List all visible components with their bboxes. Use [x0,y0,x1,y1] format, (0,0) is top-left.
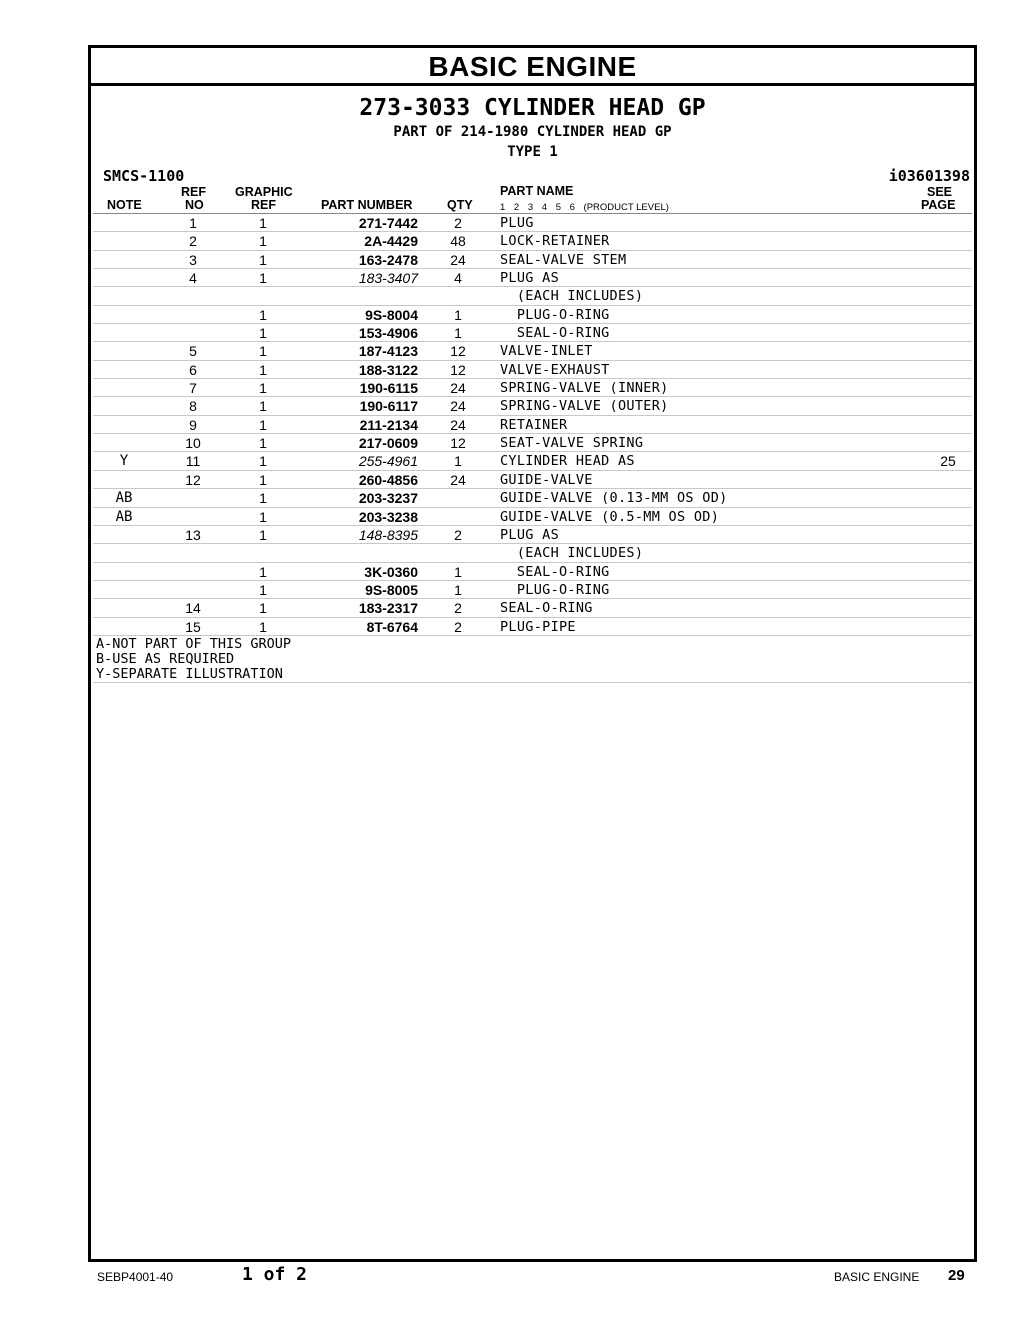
part-name-cell: PLUG-O-RING [500,581,610,598]
product-level-numbers: 1 2 3 4 5 6 [500,202,575,213]
header-see-top: SEE [927,185,953,199]
part-number-cell: 148-8395 [358,526,418,543]
graphic-ref-cell: 1 [259,251,267,268]
part-number-cell: 211-2134 [359,416,418,433]
graphic-ref-cell: 1 [259,600,267,617]
graphic-ref-cell: 1 [259,398,267,415]
table-row [93,361,972,379]
header-note: NOTE [107,198,142,212]
graphic-ref-cell: 1 [259,618,267,635]
table-row [93,452,972,470]
ref-no-cell: 8 [189,398,197,415]
part-name-cell: SEAL-O-RING [500,600,593,617]
table-row [93,563,972,581]
qty-cell: 2 [454,618,462,635]
ref-no-cell: 6 [189,361,197,378]
graphic-ref-cell: 1 [259,343,267,360]
part-name-cell: SEAL-O-RING [500,325,610,342]
parent-group-subtitle: PART OF 214-1980 CYLINDER HEAD GP [393,124,672,140]
qty-cell: 24 [450,471,466,488]
ref-no-cell: 14 [185,600,201,617]
part-name-cell: (EACH INCLUDES) [500,545,644,562]
table-row [93,508,972,526]
header-product-levels [500,202,669,213]
table-row [93,342,972,360]
part-number-cell: 8T-6764 [366,618,418,635]
qty-cell: 24 [450,380,466,397]
note-cell: AB [115,508,133,525]
graphic-ref-cell: 1 [259,563,267,580]
part-name-cell: PLUG AS [500,270,559,287]
graphic-ref-cell: 1 [259,380,267,397]
graphic-ref-cell: 1 [259,490,267,507]
graphic-ref-cell: 1 [259,435,267,452]
part-number-cell: 2A-4429 [364,233,418,250]
part-number-cell: 183-3407 [358,270,418,287]
part-name-cell: SEAT-VALVE SPRING [500,435,644,452]
ref-no-cell: 10 [185,435,201,452]
part-number-cell: 203-3237 [358,490,418,507]
header-part-number: PART NUMBER [321,198,413,212]
part-name-cell: (EACH INCLUDES) [500,288,644,305]
type-subtitle: TYPE 1 [507,144,558,160]
table-row [93,618,972,636]
part-name-cell: GUIDE-VALVE (0.5-MM OS OD) [500,508,720,525]
table-row [93,599,972,617]
ref-no-cell: 5 [189,343,197,360]
graphic-ref-cell: 1 [259,361,267,378]
part-name-cell: PLUG-O-RING [500,306,610,323]
table-header [93,185,972,214]
header-part-name: PART NAME [500,184,574,198]
qty-cell: 2 [454,600,462,617]
table-row [93,306,972,324]
header-qty: QTY [447,198,473,212]
table-row [93,379,972,397]
header-graphic-top: GRAPHIC [235,185,293,199]
qty-cell: 12 [450,343,466,360]
table-row [93,434,972,452]
part-number-cell: 9S-8004 [365,306,418,323]
graphic-ref-cell: 1 [259,215,267,231]
product-level-label: (PRODUCT LEVEL) [583,202,669,213]
table-row [93,251,972,269]
part-name-cell: VALVE-EXHAUST [500,361,610,378]
part-number-cell: 188-3122 [358,361,418,378]
note-cell: Y [119,453,129,470]
table-row [93,232,972,250]
part-number-cell: 255-4961 [358,453,418,470]
ref-no-cell: 9 [189,416,197,433]
part-name-cell: RETAINER [500,416,568,433]
part-name-cell: SEAL-VALVE STEM [500,251,627,268]
part-number-cell: 271-7442 [358,215,418,231]
table-row [93,397,972,415]
ref-no-cell: 15 [185,618,201,635]
part-name-cell: GUIDE-VALVE (0.13-MM OS OD) [500,490,728,507]
part-number-cell: 153-4906 [358,325,418,342]
qty-cell: 1 [454,325,462,342]
ref-no-cell: 11 [185,453,201,470]
qty-cell: 12 [450,361,466,378]
table-row [93,287,972,305]
part-name-cell: SPRING-VALVE (INNER) [500,380,669,397]
graphic-ref-cell: 1 [259,471,267,488]
header-see-bottom: PAGE [921,198,956,212]
qty-cell: 12 [450,435,466,452]
ref-no-cell: 13 [185,526,201,543]
part-number-cell: 203-3238 [358,508,418,525]
header-graphic-bottom: REF [251,198,276,212]
part-number-cell: 187-4123 [358,343,418,360]
page-footer [0,1264,1020,1288]
ref-no-cell: 1 [189,215,197,231]
see-page-cell: 25 [940,453,956,470]
qty-cell: 24 [450,251,466,268]
part-number-cell: 163-2478 [358,251,418,268]
part-number-cell: 183-2317 [358,600,418,617]
qty-cell: 24 [450,416,466,433]
table-row [93,214,972,232]
footer-page-of: 1 of 2 [242,1264,308,1285]
graphic-ref-cell: 1 [259,233,267,250]
qty-cell: 48 [450,233,466,250]
qty-cell: 24 [450,398,466,415]
part-name-cell: GUIDE-VALVE [500,471,593,488]
part-name-cell: SPRING-VALVE (OUTER) [500,398,669,415]
section-title: BASIC ENGINE [91,48,974,86]
graphic-ref-cell: 1 [259,508,267,525]
ref-no-cell: 7 [189,380,197,397]
graphic-ref-cell: 1 [259,581,267,598]
note-line: A-NOT PART OF THIS GROUP [96,635,292,652]
table-row [93,416,972,434]
part-number-cell: 9S-8005 [365,581,418,598]
table-row [93,581,972,599]
part-name-cell: PLUG-PIPE [500,618,576,635]
footer-page-number: 29 [948,1267,965,1284]
part-name-cell: CYLINDER HEAD AS [500,453,635,470]
notes-legend [93,636,972,683]
part-number-cell: 190-6117 [359,398,418,415]
ref-no-cell: 12 [185,471,201,488]
part-name-cell: PLUG [500,215,534,231]
smcs-row [91,165,974,185]
note-cell: AB [115,490,133,507]
table-row [93,526,972,544]
graphic-ref-cell: 1 [259,526,267,543]
part-name-cell: PLUG AS [500,526,559,543]
table-row [93,544,972,562]
table-row [93,489,972,507]
smcs-code: SMCS-1100 [103,167,185,185]
part-name-cell: VALVE-INLET [500,343,593,360]
header-ref-bottom: NO [185,198,204,212]
table-row [93,269,972,287]
header-ref-top: REF [181,185,206,199]
ref-no-cell: 4 [189,270,197,287]
parts-table-body [93,214,972,636]
part-name-cell: SEAL-O-RING [500,563,610,580]
ref-no-cell: 2 [189,233,197,250]
footer-doc-number: SEBP4001-40 [97,1270,174,1284]
part-number-cell: 217-0609 [358,435,418,452]
qty-cell: 1 [454,563,462,580]
note-line: Y-SEPARATE ILLUSTRATION [96,665,283,682]
part-number-cell: 3K-0360 [364,563,418,580]
qty-cell: 2 [454,215,462,231]
qty-cell: 1 [454,581,462,598]
parts-page-frame [88,45,977,1262]
graphic-ref-cell: 1 [259,270,267,287]
graphic-ref-cell: 1 [259,325,267,342]
part-number-cell: 260-4856 [358,471,418,488]
graphic-ref-cell: 1 [259,453,267,470]
qty-cell: 2 [454,526,462,543]
table-row [93,324,972,342]
note-line: B-USE AS REQUIRED [96,650,235,667]
qty-cell: 1 [454,306,462,323]
part-name-cell: LOCK-RETAINER [500,233,610,250]
document-id: i03601398 [888,167,970,185]
qty-cell: 1 [454,453,462,470]
footer-section: BASIC ENGINE [834,1270,920,1284]
graphic-ref-cell: 1 [259,306,267,323]
qty-cell: 4 [454,270,462,287]
table-row [93,471,972,489]
group-title: 273-3033 CYLINDER HEAD GP [359,95,706,121]
graphic-ref-cell: 1 [259,416,267,433]
ref-no-cell: 3 [189,251,197,268]
part-number-cell: 190-6115 [359,380,418,397]
